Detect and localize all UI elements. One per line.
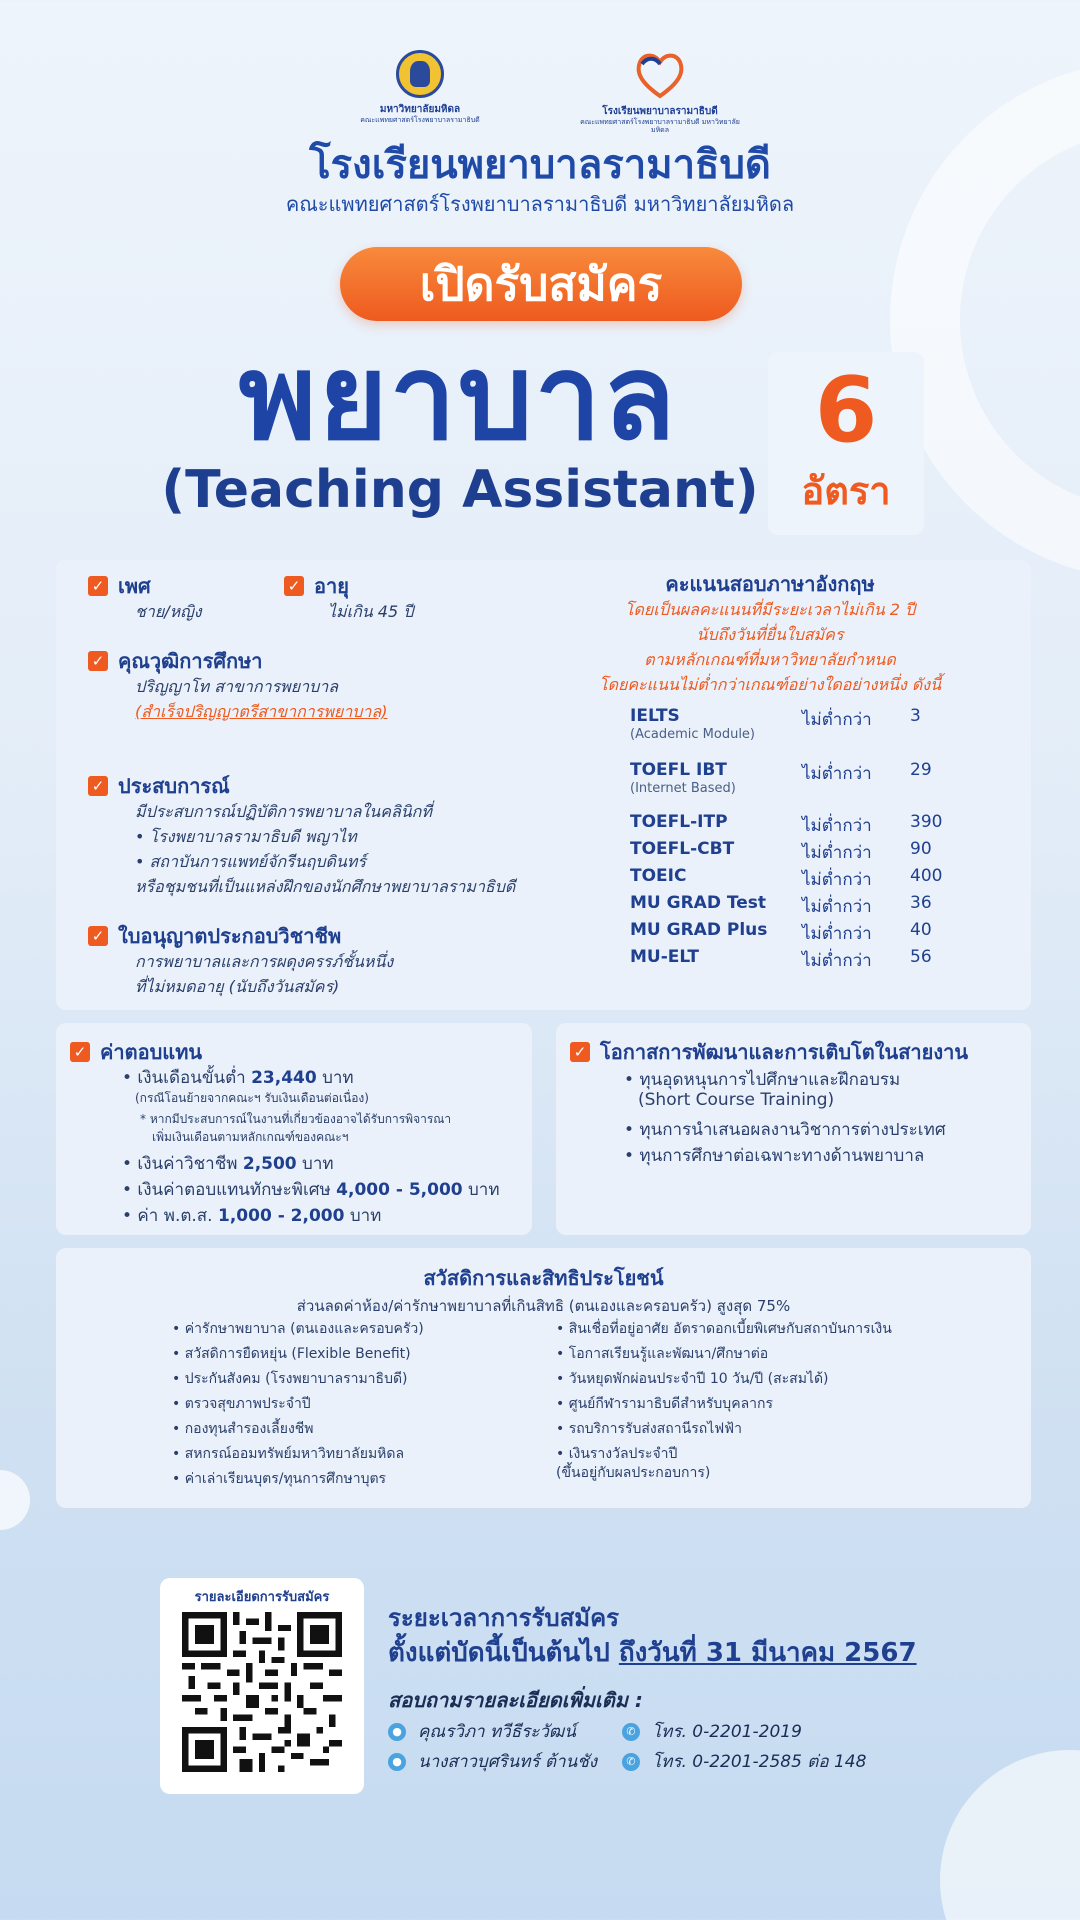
check-icon: ✓ [70,1042,90,1062]
special-skill-pay-line: • เงินค่าตอบแทนทักษะพิเศษ 4,000 - 5,000 บาท [122,1180,500,1200]
compensation-heading: ✓ ค่าตอบแทน [70,1036,202,1068]
phone-icon: ✆ [622,1753,640,1771]
check-icon: ✓ [88,576,108,596]
qr-code-icon[interactable] [182,1612,342,1772]
decor-circle [940,1750,1080,1920]
score-row-toefl-itp: TOEFL-ITP ไม่ต่ำกว่า 390 [630,812,943,836]
mahidol-seal-icon [396,50,444,98]
positions-count: 6 [814,358,878,463]
positions-unit: อัตรา [801,469,891,513]
benefit-item: • รถบริการรับส่งสถานีรถไฟฟ้า [556,1421,742,1437]
person-icon: ● [388,1723,406,1741]
benefit-item: • ค่าเล่าเรียนบุตร/ทุนการศึกษาบุตร [172,1471,387,1487]
benefit-item: • วันหยุดพักผ่อนประจำปี 10 วัน/ปี (สะสมได้) [556,1371,829,1387]
english-note: โดยคะแนนไม่ต่ำกว่าเกณฑ์อย่างใดอย่างหนึ่ง ดังนี้ [598,675,942,694]
contact-phone[interactable]: ✆ โทร. 0-2201-2585 ต่อ 148 [622,1748,866,1775]
decor-dot [0,1470,30,1530]
score-row-mu-grad-plus: MU GRAD Plus ไม่ต่ำกว่า 40 [630,920,932,944]
qr-label: รายละเอียดการรับสมัคร [194,1590,330,1605]
growth-item: • ทุนการนำเสนอผลงานวิชาการต่างประเทศ [624,1120,946,1140]
score-row-ielts: IELTS ไม่ต่ำกว่า 3 [630,706,921,730]
benefit-item: • ประกันสังคม (โรงพยาบาลรามาธิบดี) [172,1371,408,1387]
education-heading: ✓ คุณวุฒิการศึกษา [88,645,263,677]
contact-name: ● นางสาวบุศรินทร์ ต้านชัง [388,1748,597,1775]
school-logo [575,50,745,135]
benefit-item: • ค่ารักษาพยาบาล (ตนเองและครอบครัว) [172,1321,424,1337]
license-heading: ✓ ใบอนุญาตประกอบวิชาชีพ [88,920,341,952]
growth-item: • ทุนอุดหนุนการไปศึกษาและฝึกอบรม [624,1070,901,1090]
benefit-item: • สหกรณ์ออมทรัพย์มหาวิทยาลัยมหิดล [172,1446,405,1462]
contact-phone[interactable]: ✆ โทร. 0-2201-2019 [622,1718,802,1745]
application-period: ตั้งแต่บัดนี้เป็นต้นไป ถึงวันที่ 31 มีนาคม 2567 [388,1638,917,1668]
license-line: ที่ไม่หมดอายุ (นับถึงวันสมัคร) [135,977,340,996]
positions-count-box [768,352,924,535]
growth-heading: ✓ โอกาสการพัฒนาและการเติบโตในสายงาน [570,1036,968,1068]
education-note: (สำเร็จปริญญาตรีสาขาการพยาบาล) [135,702,388,721]
score-note: (Internet Based) [630,781,736,796]
qr-card[interactable] [160,1578,364,1794]
english-note: โดยเป็นผลคะแนนที่มีระยะเวลาไม่เกิน 2 ปี [624,600,916,619]
salary-note: * หากมีประสบการณ์ในงานที่เกี่ยวข้องอาจได้รับการพิจารณา [140,1112,452,1126]
school-logo-sub: คณะแพทยศาสตร์โรงพยาบาลรามาธิบดี มหาวิทยาลัยมหิดล [580,118,740,135]
salary-note: เพิ่มเงินเดือนตามหลักเกณฑ์ของคณะฯ [152,1130,349,1144]
check-icon: ✓ [88,651,108,671]
check-icon: ✓ [570,1042,590,1062]
score-row-toeic: TOEIC ไม่ต่ำกว่า 400 [630,866,943,890]
growth-item: • ทุนการศึกษาต่อเฉพาะทางด้านพยาบาล [624,1146,925,1166]
position-title: พยาบาล [238,328,678,466]
license-line: การพยาบาลและการผดุงครรภ์ชั้นหนึ่ง [135,952,394,971]
score-row-toefl-cbt: TOEFL-CBT ไม่ต่ำกว่า 90 [630,839,932,863]
mahidol-logo-name: มหาวิทยาลัยมหิดล [379,104,461,115]
benefits-heading: สวัสดิการและสิทธิประโยชน์ [423,1266,664,1290]
english-note: ตามหลักเกณฑ์ที่มหาวิทยาลัยกำหนด [644,650,896,669]
age-heading: ✓ อายุ [284,570,349,602]
gender-heading: ✓ เพศ [88,570,151,602]
experience-line: • โรงพยาบาลรามาธิบดี พญาไท [135,827,357,846]
salary-line: • เงินเดือนขั้นต่ำ 23,440 บาท [122,1068,354,1088]
experience-line: • สถาบันการแพทย์จักรีนฤบดินทร์ [135,852,367,871]
school-title: โรงเรียนพยาบาลรามาธิบดี [309,142,771,188]
phone-icon: ✆ [622,1723,640,1741]
pts-pay-line: • ค่า พ.ต.ส. 1,000 - 2,000 บาท [122,1206,382,1226]
inquiry-label: สอบถามรายละเอียดเพิ่มเติม : [388,1688,643,1712]
score-note: (Academic Module) [630,727,755,742]
benefit-item: • เงินรางวัลประจำปี [556,1446,678,1462]
open-recruitment-banner: เปิดรับสมัคร [340,247,742,321]
contact-name: ● คุณรวิภา ทวีธีระวัฒน์ [388,1718,576,1745]
heart-logo-icon [632,50,688,100]
check-icon: ✓ [88,776,108,796]
salary-note: (กรณีโอนย้ายจากคณะฯ รับเงินเดือนต่อเนื่อง) [135,1091,369,1105]
school-logo-name: โรงเรียนพยาบาลรามาธิบดี [602,106,718,117]
person-icon: ● [388,1753,406,1771]
benefit-item: • ตรวจสุขภาพประจำปี [172,1396,311,1412]
experience-line: มีประสบการณ์ปฏิบัติการพยาบาลในคลินิกที่ [135,802,432,821]
benefit-item: • โอกาสเรียนรู้และพัฒนา/ศึกษาต่อ [556,1346,769,1362]
school-subtitle: คณะแพทยศาสตร์โรงพยาบาลรามาธิบดี มหาวิทยาลัยมหิดล [285,192,795,216]
benefit-item: • สวัสดิการยืดหยุ่น (Flexible Benefit) [172,1346,411,1362]
score-row-mu-grad-test: MU GRAD Test ไม่ต่ำกว่า 36 [630,893,932,917]
experience-line: หรือชุมชนที่เป็นแหล่งฝึกของนักศึกษาพยาบาลรามาธิบดี [135,877,516,896]
growth-item-note: (Short Course Training) [638,1090,835,1110]
age-value: ไม่เกิน 45 ปี [328,602,414,621]
check-icon: ✓ [284,576,304,596]
benefit-item: • สินเชื่อที่อยู่อาศัย อัตราดอกเบี้ยพิเศษกับสถาบันการเงิน [556,1321,892,1337]
mahidol-logo-sub: คณะแพทยศาสตร์โรงพยาบาลรามาธิบดี [360,116,480,124]
mahidol-logo [335,50,505,135]
position-title-en: (Teaching Assistant) [161,460,759,520]
application-period-label: ระยะเวลาการรับสมัคร [388,1604,620,1632]
experience-heading: ✓ ประสบการณ์ [88,770,230,802]
logo-row [0,50,1080,135]
english-note: นับถึงวันที่ยื่นใบสมัคร [696,625,844,644]
score-row-toefl-ibt: TOEFL IBT ไม่ต่ำกว่า 29 [630,760,932,784]
gender-value: ชาย/หญิง [135,602,202,621]
benefit-item-note: (ขึ้นอยู่กับผลประกอบการ) [556,1465,711,1481]
check-icon: ✓ [88,926,108,946]
english-score-heading: คะแนนสอบภาษาอังกฤษ [665,572,875,596]
benefit-item: • ศูนย์กีฬารามาธิบดีสำหรับบุคลากร [556,1396,773,1412]
score-row-mu-elt: MU-ELT ไม่ต่ำกว่า 56 [630,947,932,971]
education-value: ปริญญาโท สาขาการพยาบาล [135,677,339,696]
benefits-subtitle: ส่วนลดค่าห้อง/ค่ารักษาพยาบาลที่เกินสิทธิ (ตนเองและครอบครัว) สูงสุด 75% [296,1297,791,1315]
professional-pay-line: • เงินค่าวิชาชีพ 2,500 บาท [122,1154,334,1174]
benefit-item: • กองทุนสำรองเลี้ยงชีพ [172,1421,314,1437]
